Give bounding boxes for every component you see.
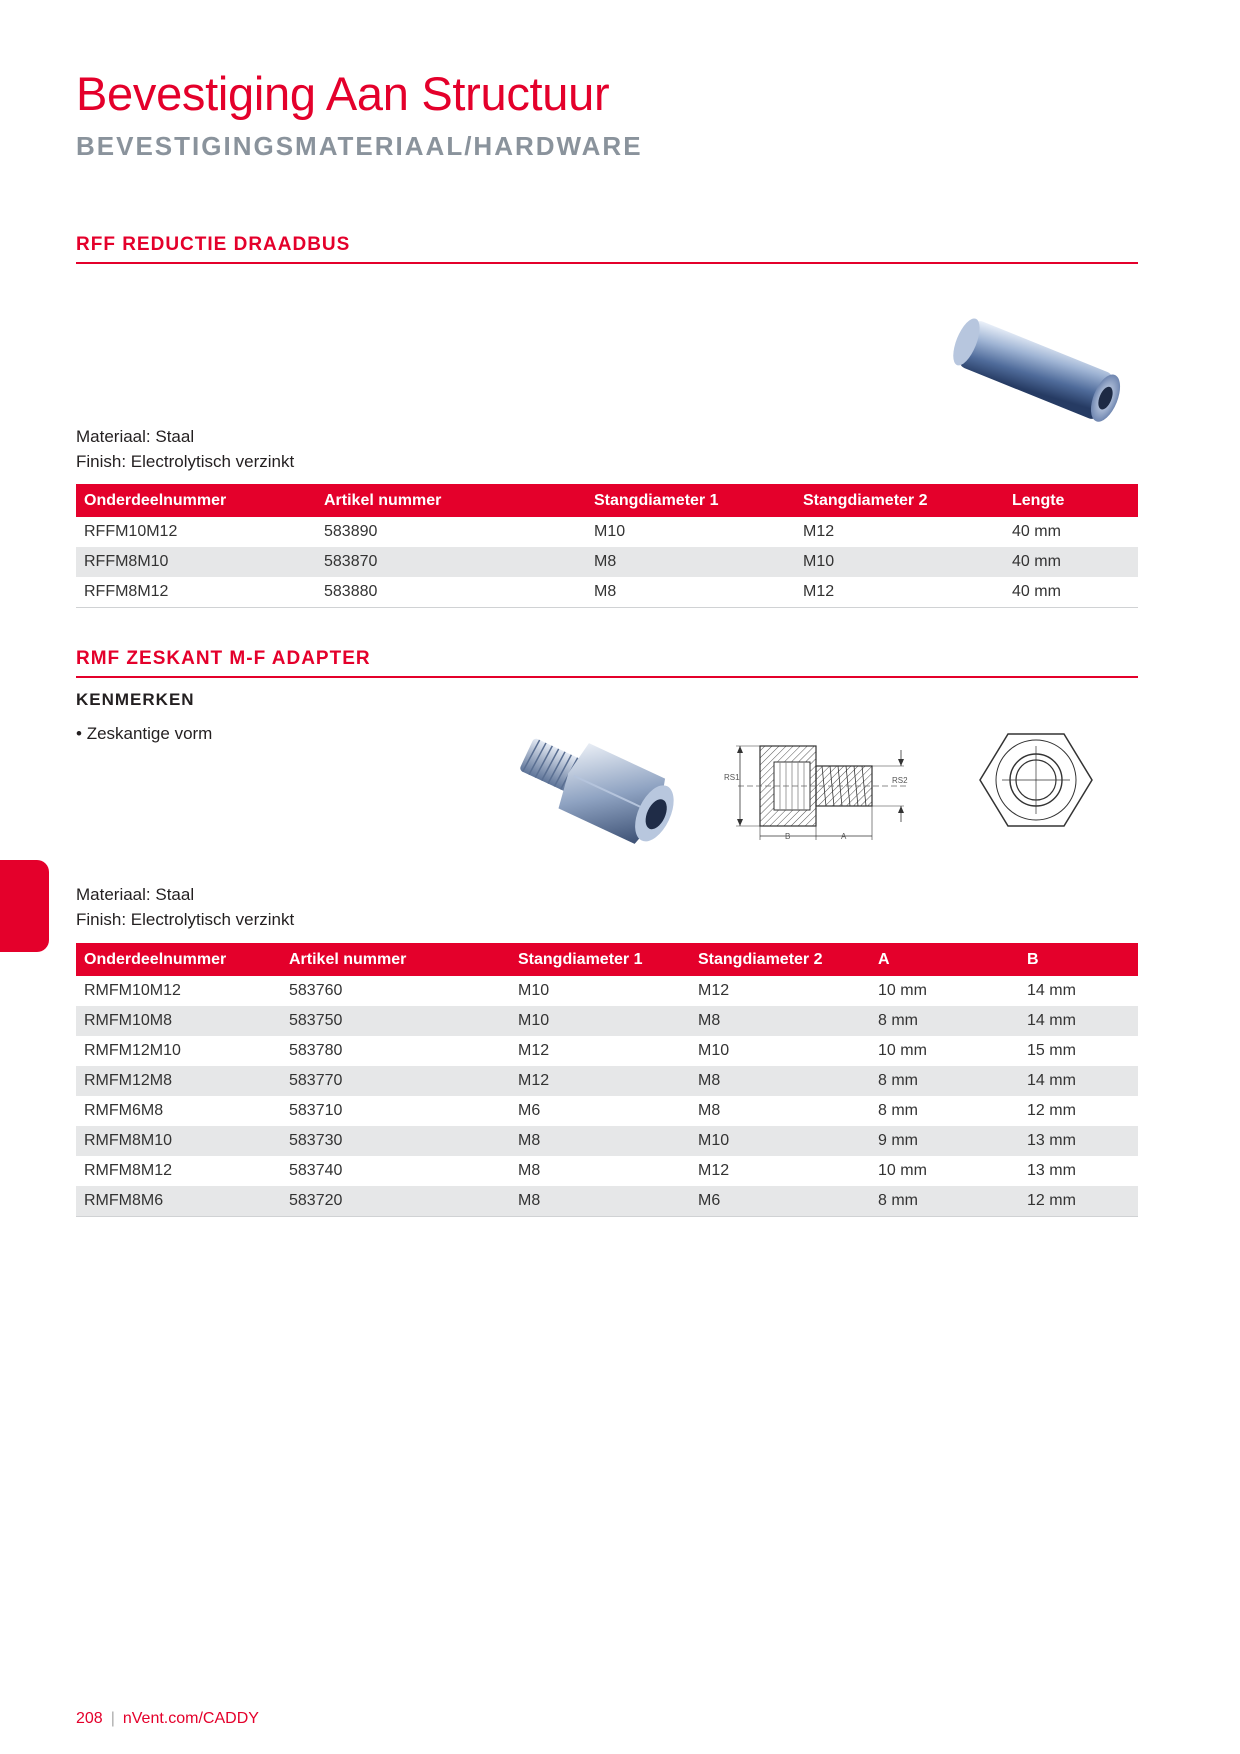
- table-cell: RFFM8M10: [76, 547, 316, 577]
- table-cell: M10: [795, 547, 1004, 577]
- table-cell: M6: [690, 1186, 870, 1217]
- column-header: B: [1019, 943, 1138, 976]
- table-cell: 14 mm: [1019, 1006, 1138, 1036]
- rmf-spec-table: [76, 943, 1138, 1217]
- table-cell: 8 mm: [878, 1102, 918, 1119]
- table-cell: M10: [510, 1006, 690, 1036]
- table-cell: 583870: [316, 547, 586, 577]
- table-row: [76, 1186, 1138, 1217]
- table-cell: RMFM8M10: [76, 1126, 281, 1156]
- table-cell: M10: [594, 523, 626, 540]
- rff-spec-table: [76, 484, 1138, 608]
- table-cell: 583720: [281, 1186, 510, 1217]
- bullet-icon: •: [76, 724, 87, 743]
- column-header: Artikel nummer: [316, 484, 586, 517]
- table-cell: M12: [795, 577, 1004, 608]
- column-header: Stangdiameter 1: [510, 943, 690, 976]
- rff-finish: Finish: Electrolytisch verzinkt: [76, 452, 295, 471]
- table-row: [76, 1126, 1138, 1156]
- table-cell: 583760: [289, 982, 343, 999]
- table-cell: RMFM8M12: [84, 1162, 173, 1179]
- table-cell: M8: [698, 1102, 721, 1119]
- table-cell: RMFM6M8: [84, 1102, 164, 1119]
- table-cell: RMFM12M10: [84, 1042, 181, 1059]
- table-cell: M8: [690, 1006, 870, 1036]
- table-cell: M12: [698, 1162, 730, 1179]
- column-header: Onderdeelnummer: [76, 484, 316, 517]
- table-cell: RMFM8M6: [76, 1186, 281, 1217]
- table-cell: 13 mm: [1027, 1162, 1076, 1179]
- rmf-finish: Finish: Electrolytisch verzinkt: [76, 910, 295, 929]
- table-header-row: [76, 943, 1138, 976]
- feature-text: Zeskantige vorm: [86, 724, 213, 743]
- table-cell: 583880: [316, 577, 586, 608]
- table-cell: M8: [690, 1066, 870, 1096]
- table-cell: 15 mm: [1027, 1042, 1076, 1059]
- table-cell: 9 mm: [870, 1126, 1019, 1156]
- table-cell: RMFM12M8: [76, 1066, 281, 1096]
- table-cell: 583750: [281, 1006, 510, 1036]
- column-header: Artikel nummer: [281, 943, 510, 976]
- column-header: Stangdiameter 1: [586, 484, 795, 517]
- table-cell: 12 mm: [1019, 1186, 1138, 1217]
- table-cell: 583730: [281, 1126, 510, 1156]
- table-row: [76, 976, 1138, 1006]
- table-cell: M12: [510, 1066, 690, 1096]
- table-cell: M12: [698, 982, 730, 999]
- table-cell: M8: [510, 1126, 690, 1156]
- table-row: [76, 1096, 1138, 1126]
- footer-website-link[interactable]: nVent.com/CADDY: [122, 1710, 259, 1727]
- table-cell: 40 mm: [1004, 547, 1138, 577]
- table-cell: 583710: [289, 1102, 343, 1119]
- column-header: Stangdiameter 2: [690, 943, 870, 976]
- table-cell: 8 mm: [870, 1186, 1019, 1217]
- table-cell: RMFM10M12: [84, 982, 181, 999]
- table-cell: 10 mm: [878, 1042, 927, 1059]
- table-cell: 10 mm: [878, 1162, 927, 1179]
- table-cell: 583780: [289, 1042, 343, 1059]
- dimension-a-label: A: [841, 832, 847, 841]
- table-cell: 583740: [289, 1162, 343, 1179]
- table-cell: M8: [586, 547, 795, 577]
- table-cell: 40 mm: [1012, 523, 1061, 540]
- rff-coupling-nut-image: [950, 318, 1126, 428]
- table-cell: RMFM10M8: [76, 1006, 281, 1036]
- table-cell: 14 mm: [1019, 1066, 1138, 1096]
- rmf-side-view-drawing: [718, 736, 918, 846]
- rmf-material: Materiaal: Staal: [76, 885, 195, 904]
- chapter-tab: [0, 860, 49, 952]
- table-cell: 583770: [281, 1066, 510, 1096]
- rff-material: Materiaal: Staal: [76, 427, 195, 446]
- column-header: Onderdeelnummer: [76, 943, 281, 976]
- table-row: [76, 1066, 1138, 1096]
- rmf-end-view-drawing: [978, 730, 1094, 830]
- table-cell: 10 mm: [878, 982, 927, 999]
- rs2-label: RS2: [892, 776, 908, 785]
- page-number: 208: [76, 1710, 103, 1727]
- table-row: [76, 547, 1138, 577]
- table-row: [76, 1156, 1138, 1186]
- rs1-label: RS1: [724, 773, 740, 782]
- features-heading: KENMERKEN: [76, 690, 195, 709]
- column-header: Stangdiameter 2: [795, 484, 1004, 517]
- table-cell: M10: [518, 982, 550, 999]
- table-cell: 8 mm: [870, 1006, 1019, 1036]
- column-header: Lengte: [1004, 484, 1138, 517]
- footer-separator: |: [110, 1710, 115, 1727]
- rmf-adapter-image: [515, 722, 685, 854]
- page-title: Bevestiging Aan Structuur: [76, 67, 610, 120]
- table-cell: M10: [698, 1042, 730, 1059]
- section-title-rff: RFF REDUCTIE DRAADBUS: [76, 234, 1138, 264]
- table-cell: M8: [510, 1186, 690, 1217]
- table-cell: 12 mm: [1027, 1102, 1076, 1119]
- section-title-rmf: RMF ZESKANT M-F ADAPTER: [76, 648, 1138, 678]
- table-cell: 40 mm: [1004, 577, 1138, 608]
- table-cell: M12: [518, 1042, 550, 1059]
- table-cell: 8 mm: [870, 1066, 1019, 1096]
- table-cell: M8: [518, 1162, 541, 1179]
- footer: [76, 1710, 259, 1728]
- table-cell: 583890: [324, 523, 378, 540]
- table-cell: RFFM10M12: [84, 523, 178, 540]
- dimension-b-label: B: [785, 832, 791, 841]
- page-subtitle: BEVESTIGINGSMATERIAAL/HARDWARE: [76, 131, 643, 161]
- table-row: [76, 517, 1138, 547]
- table-cell: M12: [803, 523, 835, 540]
- table-cell: 14 mm: [1027, 982, 1076, 999]
- table-header-row: [76, 484, 1138, 517]
- table-row: [76, 577, 1138, 608]
- table-cell: RFFM8M12: [76, 577, 316, 608]
- table-cell: M6: [518, 1102, 541, 1119]
- table-cell: M8: [586, 577, 795, 608]
- table-row: [76, 1006, 1138, 1036]
- column-header: A: [870, 943, 1019, 976]
- table-cell: M10: [690, 1126, 870, 1156]
- table-cell: 13 mm: [1019, 1126, 1138, 1156]
- feature-list-item: [76, 724, 212, 744]
- table-row: [76, 1036, 1138, 1066]
